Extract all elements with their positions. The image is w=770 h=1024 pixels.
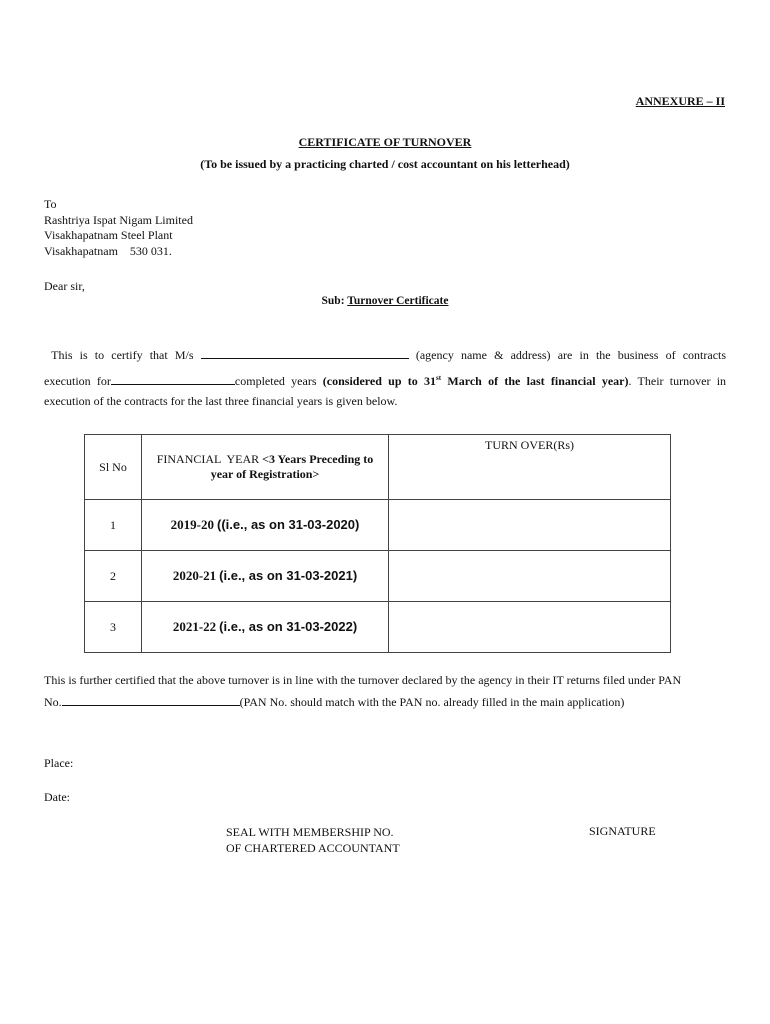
agency-name-blank[interactable] (201, 349, 409, 359)
completed-years-text: completed years (234, 374, 317, 388)
row-financial-year (142, 551, 389, 602)
march-text: March of the last financial year) (447, 374, 629, 388)
seal-block (226, 824, 400, 856)
pan-paragraph (44, 673, 734, 718)
para2-line-1: This is further certified that the above turnover is in line with the turnover declared by the agency in their IT returns filed under PAN (44, 673, 682, 687)
subject-line (0, 295, 770, 307)
header-slno: Sl No (85, 435, 142, 500)
para1-line-1 (44, 348, 726, 371)
subject-text: Turnover Certificate (347, 295, 449, 307)
annexure-label: ANNEXURE – II (635, 94, 725, 108)
certify-text: This is to certify that M/s (51, 348, 194, 362)
certificate-subtitle: (To be issued by a practicing charted / cost accountant on his letterhead) (200, 157, 570, 171)
address-line-2: Visakhapatnam Steel Plant (44, 228, 173, 242)
turnover-in-text: . Their turnover in (628, 374, 727, 388)
address-line-1: Rashtriya Ispat Nigam Limited (44, 212, 193, 227)
fy-header-c: year of Registration> (210, 467, 320, 481)
row-turnover-cell[interactable] (389, 500, 671, 551)
certification-paragraph (44, 348, 726, 417)
table-row (85, 551, 671, 602)
salutation: Dear sir, (44, 279, 85, 293)
fy-value: 2019-20 (170, 517, 214, 532)
ordinal-suffix: st (436, 374, 442, 382)
address-line-3: Visakhapatnam 530 031. (44, 243, 172, 258)
pan-note: (PAN No. should match with the PAN no. already filled in the main application) (239, 695, 625, 709)
subject-label: Sub: (321, 295, 345, 307)
address-to: To (44, 197, 57, 211)
fy-value: 2020-21 (172, 568, 217, 583)
seal-line-2: OF CHARTERED ACCOUNTANT (226, 841, 400, 855)
row-slno: 3 (85, 602, 142, 653)
seal-line-1: SEAL WITH MEMBERSHIP NO. (226, 825, 394, 839)
pan-label: No. (44, 695, 62, 709)
date-label: Date: (44, 790, 70, 804)
place-label: Place: (44, 756, 74, 770)
row-slno: 1 (85, 500, 142, 551)
pan-blank[interactable] (62, 696, 240, 706)
execution-text: execution for (44, 374, 111, 388)
fy-header-b: <3 Years Preceding to (262, 452, 374, 466)
fy-date: (i.e., as on 31-03-2022) (219, 619, 358, 634)
table-row (85, 500, 671, 551)
row-turnover-cell[interactable] (389, 602, 671, 653)
fy-date: (i.e., as on 31-03-2021) (219, 568, 358, 583)
table-header-row (85, 435, 671, 500)
fy-date: ((i.e., as on 31-03-2020) (217, 517, 360, 532)
years-blank[interactable] (111, 375, 235, 385)
fy-value: 2021-22 (172, 619, 217, 634)
agency-text: (agency name & address) are in the business of contracts (415, 348, 727, 362)
turnover-table (84, 434, 671, 653)
row-turnover-cell[interactable] (389, 551, 671, 602)
header-financial-year (142, 435, 389, 500)
certificate-title: CERTIFICATE OF TURNOVER (298, 135, 472, 149)
recipient-address (44, 197, 193, 259)
row-slno: 2 (85, 551, 142, 602)
considered-text: (considered up to 31 (322, 374, 437, 388)
para2-line-2 (44, 695, 734, 718)
para1-line-2 (44, 371, 726, 394)
para1-line-3: execution of the contracts for the last three financial years is given below. (44, 394, 398, 408)
table-row (85, 602, 671, 653)
header-turnover: TURN OVER(Rs) (389, 435, 671, 500)
row-financial-year (142, 602, 389, 653)
row-financial-year (142, 500, 389, 551)
signature-label: SIGNATURE (589, 824, 656, 838)
fy-header-a: FINANCIAL YEAR (156, 452, 260, 466)
